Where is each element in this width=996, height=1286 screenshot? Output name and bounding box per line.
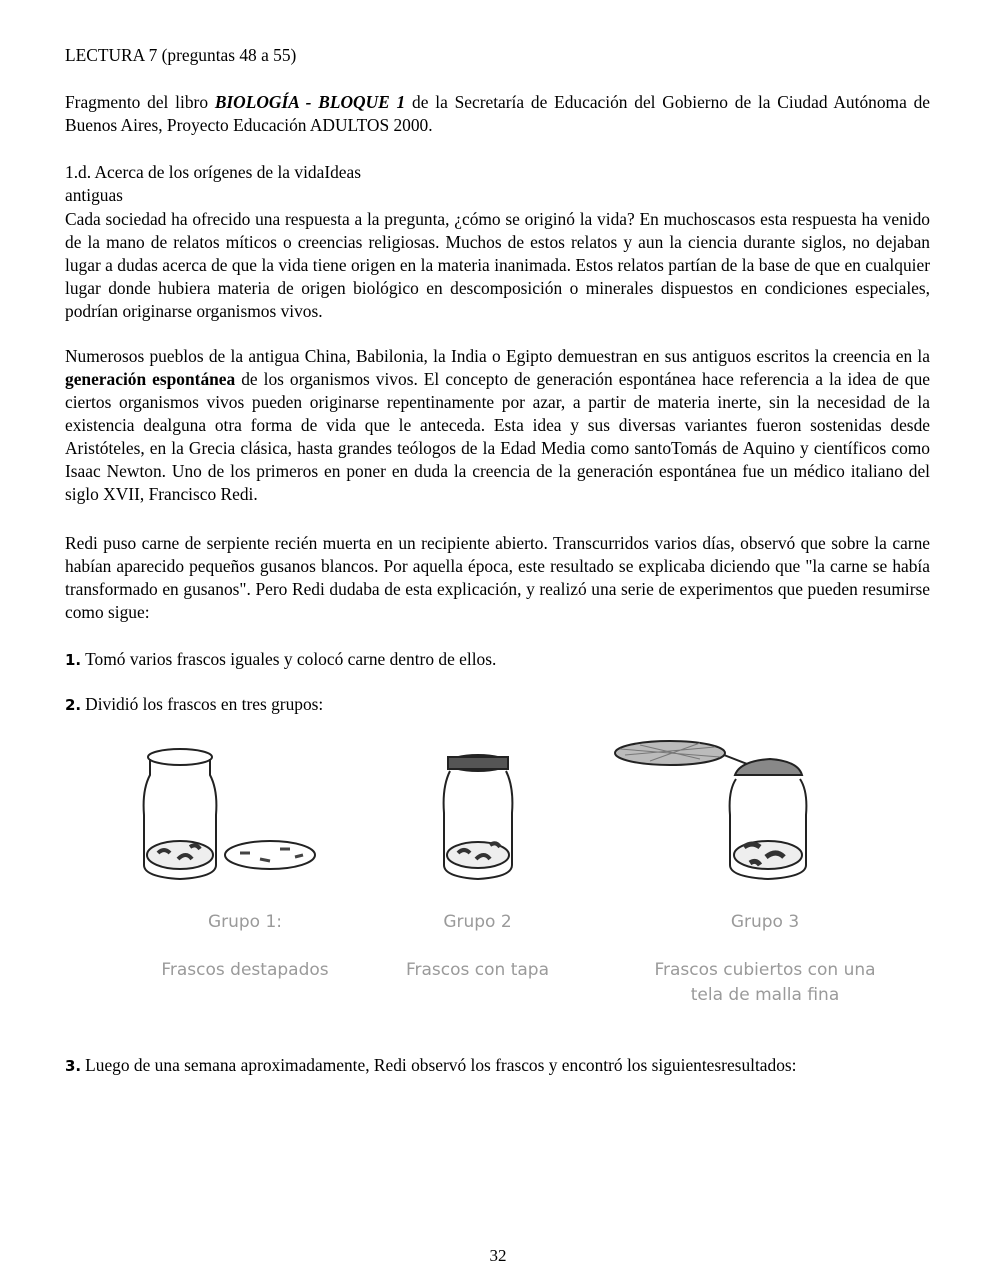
reading-title: LECTURA 7 (preguntas 48 a 55) (65, 45, 297, 65)
group-3-name: Grupo 3 (730, 912, 800, 932)
step-number: 1. (65, 651, 82, 669)
jars-illustration (130, 735, 890, 905)
group-1-caption (130, 910, 360, 983)
mesh-jar-icon (615, 741, 806, 879)
paragraph-1: Cada sociedad ha ofrecido una respuesta a la pregunta, ¿cómo se originó la vida? En muchoscasos esta respuesta ha venido de la mano de relatos míticos o creencias religiosas. Muchos de estos relatos y aun la ciencia durante siglos, no dejaban lugar a dudas acerca de que la vida tiene origen en la materia inanimada. Estos relatos partían de la base de que en cualquier lugar donde hubiera materia de origen biológico en descomposición o minerales dispuestos en condiciones especiales, podrían originarse organismos vivos. (65, 209, 930, 321)
group-1-desc: Frascos destapados (161, 960, 329, 980)
step-text: Dividió los frascos en tres grupos: (85, 694, 324, 714)
intro-paragraph (65, 91, 930, 137)
p2-pre: Numerosos pueblos de la antigua China, Babilonia, la India o Egipto demuestran en sus antiguos escritos la creencia en la (65, 346, 930, 366)
step-1 (65, 648, 930, 672)
section-heading-line2: antiguas (65, 185, 123, 205)
step-number: 2. (65, 696, 82, 714)
redi-experiment-figure (130, 735, 890, 1025)
group-2-caption (375, 910, 580, 983)
group-3-desc-line2: tela de malla fina (690, 985, 840, 1005)
step-2 (65, 693, 930, 717)
step-3 (65, 1054, 930, 1078)
section-heading (65, 161, 930, 207)
group-3-desc-line1: Frascos cubiertos con una (654, 960, 876, 980)
step-text: Luego de una semana aproximadamente, Redi observó los frascos y encontró los siguientesresultados: (85, 1055, 797, 1075)
step-number: 3. (65, 1057, 82, 1075)
group-2-desc: Frascos con tapa (405, 960, 550, 980)
intro-pre: Fragmento del libro (65, 92, 215, 112)
step-text: Tomó varios frascos iguales y colocó carne dentro de ellos. (85, 649, 497, 669)
page-number: 32 (489, 1246, 507, 1265)
closed-jar-icon (444, 755, 513, 879)
paragraph-2 (65, 345, 930, 506)
section-heading-line1: 1.d. Acerca de los orígenes de la vidaIdeas (65, 162, 362, 182)
group-2-name: Grupo 2 (443, 912, 512, 932)
key-term: generación espontánea (65, 369, 236, 389)
book-title: BIOLOGÍA - BLOQUE 1 (214, 92, 406, 112)
group-3-caption (630, 910, 900, 1008)
open-jar-icon (144, 749, 315, 879)
group-1-name: Grupo 1: (207, 912, 283, 932)
p2-post: de los organismos vivos. El concepto de generación espontánea hace referencia a la idea de que ciertos organismos vivos pueden originarse repentinamente por azar, a partir de materia inerte, sin la necesidad de la existencia dealguna otra forma de vida que le anteceda. Esta idea y sus diversas variantes fueron sostenidas desde Aristóteles, en la Grecia clásica, hasta grandes teólogos de la Edad Media como santoTomás de Aquino y científicos como Isaac Newton. Uno de los primeros en poner en duda la creencia de la generación espontánea fue un médico italiano del siglo XVII, Francisco Redi. (65, 369, 930, 504)
paragraph-3: Redi puso carne de serpiente recién muerta en un recipiente abierto. Transcurridos varios días, observó que sobre la carne habían aparecido pequeños gusanos blancos. Por aquella época, este resultado se explicaba diciendo que "la carne se había transformado en gusanos". Pero Redi dudaba de esta explicación, y realizó una serie de experimentos que pueden resumirse como sigue: (65, 533, 930, 622)
intro-post: de la Secretaría de Educación del Gobierno de la Ciudad Autónoma de Buenos Aires, Proyecto Educación ADULTOS 2000. (65, 92, 930, 135)
